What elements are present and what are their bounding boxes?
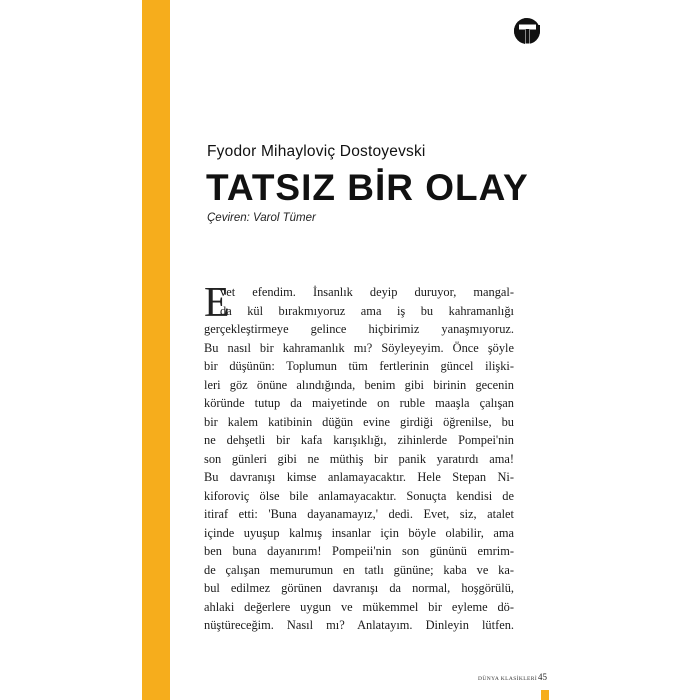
body-line: köründe tutup da maiyetinde on ruble maaşla çalışan (204, 396, 514, 410)
body-line: itiraf etti: 'Buna dayanamayız,' dedi. Evet, siz, atalet (204, 507, 514, 521)
accent-strip (142, 0, 170, 700)
body-line: ahlaki değerlere uygun ve mükemmel bir eyleme dö- (204, 599, 514, 614)
body-lines (204, 280, 514, 635)
drop-cap: E (204, 280, 230, 326)
body-line: kiforoviç ölse bile anlamayacaktır. Sonuçta kendisi de (204, 488, 514, 503)
story-body (204, 280, 514, 635)
body-line: bir düşünün: Toplumun tüm fertlerinin güncel ilişki- (204, 359, 514, 373)
body-line: vet efendim. İnsanlık deyip duruyor, mangal- (220, 285, 514, 299)
body-line: de çalışan memurumun en tatlı gününe; kaba ve ka- (204, 562, 514, 577)
body-line: ne dehşetli bir kafa karışıklığı, zihinlerde Pompei'nin (204, 433, 514, 447)
body-line: leri göz önüne alındığında, benim gibi birinin gecenin (204, 377, 514, 392)
body-line: son günleri gibi ne müthiş bir panik yaratırdı ama! (204, 451, 514, 466)
publisher-t-logo-icon (512, 16, 542, 46)
body-line: Bu davranışı kimse anlamayacaktır. Hele Stepan Ni- (204, 470, 514, 484)
series-name: DÜNYA KLASİKLERİ (478, 676, 538, 682)
story-title: TATSIZ BİR OLAY (206, 167, 529, 208)
body-line: bir kalem katibinin düğün evine girdiği öğrenilse, bu (204, 414, 514, 429)
body-line: içinde uyuşup kalmış insanlar için böyle olabilir, ama (204, 525, 514, 540)
body-line: nüştüreceğim. Nasıl mı? Anlatayım. Dinleyin lütfen. (204, 618, 514, 632)
body-line: ben buna dayanırım! Pompeii'nin son gününü emrim- (204, 544, 514, 558)
body-line: Bu nasıl bir kahramanlık mı? Söyleyeyim. Önce şöyle (204, 340, 514, 355)
body-line: bul edilmez görünen davranışı da normal, hoşgörülü, (204, 581, 514, 595)
page-marker (541, 690, 549, 700)
body-line: gerçekleştirmeye gelince hiçbirimiz yanaşmıyoruz. (204, 322, 514, 336)
page-number: 45 (538, 672, 547, 682)
body-line: da kül bırakmıyoruz ama iş bu kahramanlığı (220, 303, 514, 318)
author-name: Fyodor Mihayloviç Dostoyevski (207, 143, 426, 160)
translator-credit: Çeviren: Varol Tümer (207, 212, 316, 224)
